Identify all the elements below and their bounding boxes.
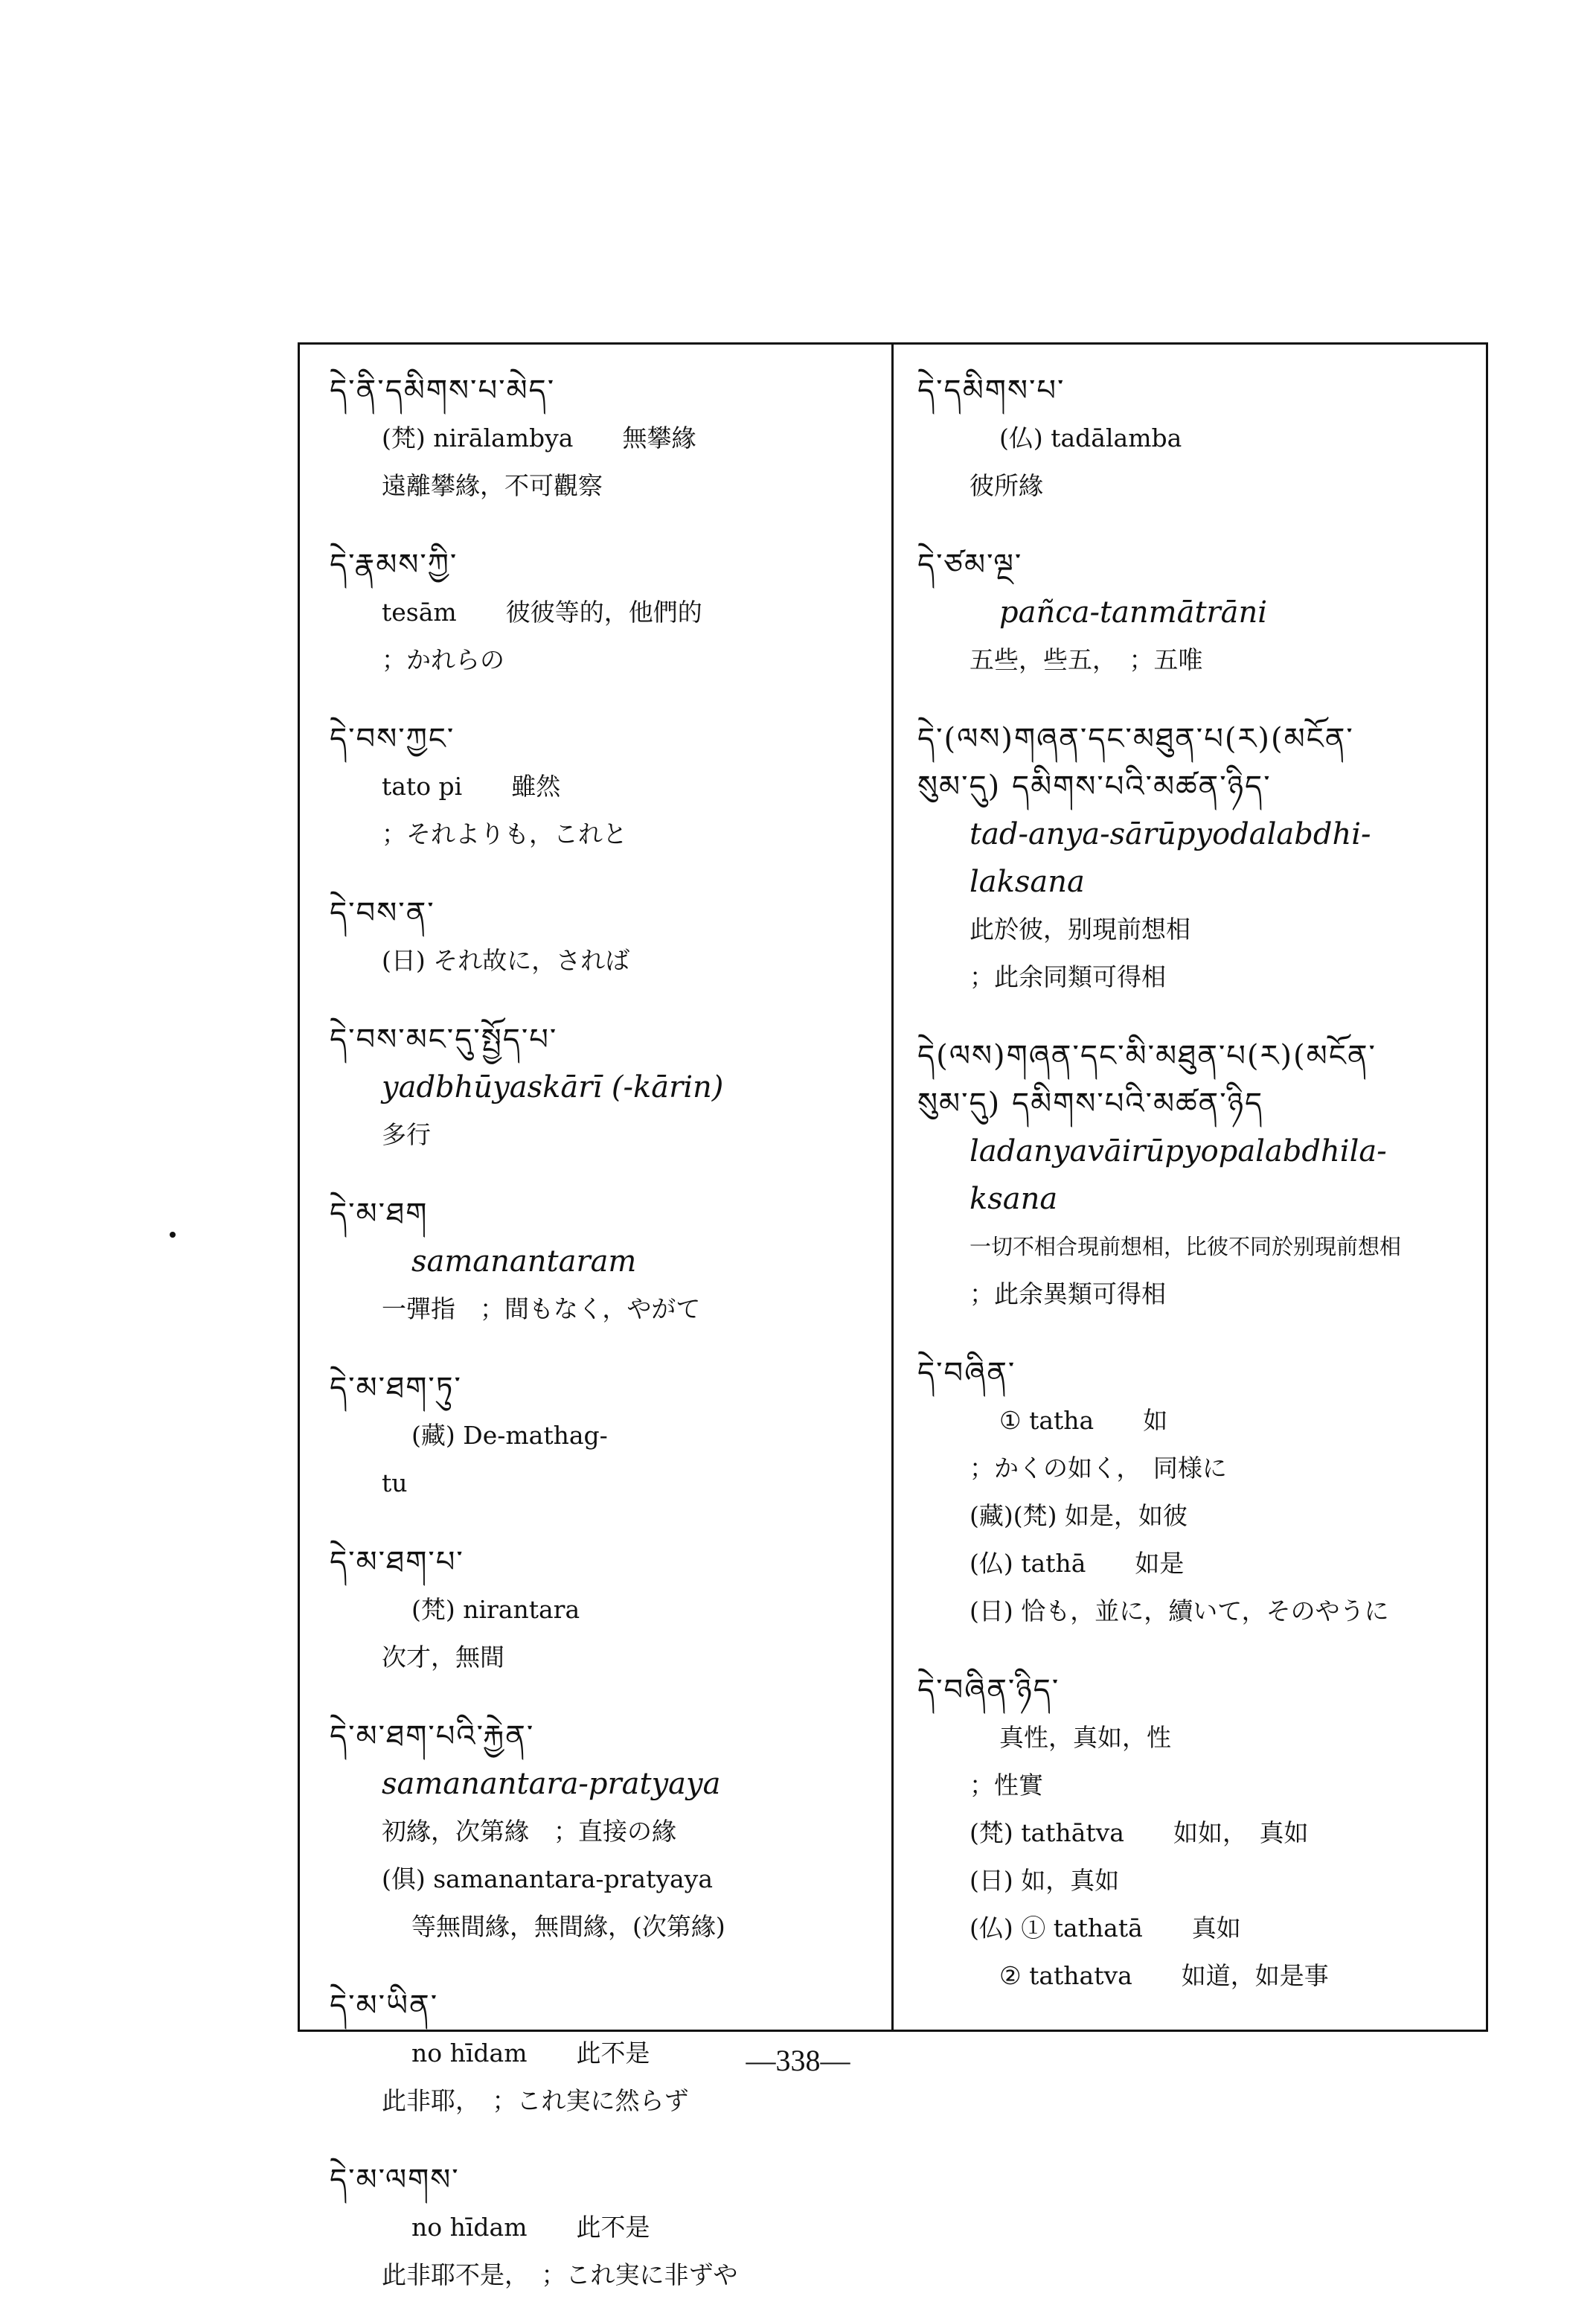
- entry-line: ；此余同類可得相: [970, 962, 1166, 991]
- entry-headword: དེ་དམིགས་པ་: [917, 374, 1065, 408]
- entry-line: 此非耶不是， ；これ実に非ずや: [382, 2260, 738, 2289]
- entry-line: 多行: [382, 1120, 431, 1149]
- entry-left-6: [330, 1190, 880, 1333]
- entry-line: (日) 如，真如: [970, 1866, 1120, 1895]
- entry-right-2: [917, 541, 1483, 684]
- entry-right-5: [917, 1349, 1483, 1635]
- entry-line: tato pi 雖然: [382, 772, 561, 801]
- entry-line: (梵) tathātva 如如， 真如: [970, 1818, 1309, 1847]
- entry-line: (仏) tathā 如是: [970, 1549, 1185, 1578]
- entry-headword: དེ་བས་ན་: [330, 896, 435, 930]
- entry-line: 遠離攀緣，不可觀察: [382, 471, 603, 500]
- entry-headword: དེ་ནི་དམིགས་པ་མེད་: [330, 374, 556, 408]
- entry-line: 一彈指 ；間もなく，やがて: [382, 1294, 701, 1323]
- entry-line: yadbhūyaskārī (-kārin): [382, 1070, 724, 1104]
- entry-headword: དེ་མ་ཐག་ཏུ་: [330, 1371, 462, 1405]
- entry-right-6: [917, 1666, 1483, 2000]
- entry-left-8: [330, 1538, 880, 1681]
- entry-left-9: [330, 1713, 880, 1951]
- entry-left-4: [330, 889, 880, 985]
- entry-left-7: [330, 1364, 880, 1507]
- entry-line: ladanyavāirūpyopalabdhila-: [970, 1134, 1387, 1168]
- entry-headword: དེ་བཞིན་: [917, 1356, 1016, 1390]
- entry-line: (藏) De-mathag-: [411, 1421, 608, 1450]
- entry-line: 此非耶， ；これ実に然らず: [382, 2086, 689, 2115]
- entry-line: tesām 彼彼等的，他們的: [382, 598, 702, 627]
- entry-left-3: [330, 715, 880, 858]
- entry-line: no hīdam 此不是: [411, 2213, 650, 2242]
- entry-headword: དེ་བས་ཀྱང་: [330, 722, 455, 756]
- entry-line: (仏) ① tathatā 真如: [970, 1913, 1241, 1943]
- entry-right-4: [917, 1032, 1483, 1318]
- entry-left-5: [330, 1016, 880, 1159]
- entry-line: 五些，些五， ；五唯: [970, 645, 1203, 674]
- entry-line: (藏)(梵) 如是，如彼: [970, 1501, 1188, 1530]
- entry-line: (俱) samanantara-pratyaya: [382, 1864, 714, 1893]
- entry-line: 等無間緣，無間緣，(次第緣): [411, 1912, 725, 1941]
- entry-headword: དེ་རྣམས་ཀྱི་: [330, 548, 458, 582]
- stray-mark: [170, 1232, 176, 1238]
- entry-headword-cont: སུམ་དུ) དམིགས་པའི་མཚན་ཉིད: [917, 1087, 1264, 1121]
- column-divider: [891, 345, 894, 2030]
- entry-headword: དེ་མ་ལགས་: [330, 2163, 460, 2197]
- entry-line: ；此余異類可得相: [970, 1279, 1166, 1308]
- entry-line: tu: [382, 1468, 408, 1497]
- entry-right-3: [917, 715, 1483, 1001]
- entry-line: 彼所緣: [970, 471, 1043, 500]
- entry-line: (梵) nirantara: [411, 1595, 580, 1624]
- entry-line: laksana: [970, 865, 1085, 899]
- entry-line: samanantaram: [411, 1244, 637, 1279]
- entry-headword: དེ་ཙམ་ལྔ་: [917, 548, 1023, 582]
- entry-headword: དེ་བཞིན་ཉིད་: [917, 1673, 1060, 1707]
- entry-line: ；かくの如く， 同様に: [970, 1454, 1227, 1483]
- entry-line: (仏) tadālamba: [999, 423, 1182, 453]
- entry-headword-cont: སུམ་དུ) དམིགས་པའི་མཚན་ཉིད་: [917, 770, 1272, 804]
- entry-line: 次才，無間: [382, 1643, 504, 1672]
- entry-line: 此於彼，别現前想相: [970, 915, 1190, 944]
- entry-line: (梵) nirālambya 無攀緣: [382, 423, 696, 453]
- entry-right-1: [917, 367, 1483, 510]
- entry-line: samanantara-pratyaya: [382, 1767, 721, 1801]
- page-number: —338—: [746, 2044, 850, 2077]
- entry-line: ② tathatva 如道，如是事: [999, 1961, 1329, 1990]
- entry-headword: དེ(ལས)གཞན་དང་མི་མཐུན་པ(ར)(མངོན་: [917, 1039, 1377, 1073]
- entry-left-11: [330, 2156, 880, 2299]
- entry-line: ；かれらの: [382, 645, 504, 674]
- entry-line: ksana: [970, 1182, 1058, 1216]
- entry-line: pañca-tanmātrāni: [999, 595, 1268, 630]
- entry-headword: དེ་མ་ཐག་པ་: [330, 1545, 464, 1579]
- entry-left-1: [330, 367, 880, 510]
- entry-headword: དེ་མ་ཐག: [330, 1197, 429, 1231]
- entry-line: tad-anya-sārūpyodalabdhi-: [970, 817, 1371, 851]
- entry-headword: དེ་མ་ཐག་པའི་རྐྱེན་: [330, 1719, 535, 1753]
- entry-headword: དེ་(ལས)གཞན་དང་མཐུན་པ(ར)(མངོན་: [917, 722, 1354, 756]
- entry-line: (日) 恰も，並に，續いて，そのやうに: [970, 1596, 1389, 1625]
- entry-headword: དེ་མ་ཡིན་: [330, 1989, 439, 2023]
- entry-line: no hīdam 此不是: [411, 2039, 650, 2068]
- entry-line: 真性，真如，性: [999, 1723, 1171, 1752]
- entry-line: ；それよりも，これと: [382, 819, 627, 848]
- entry-line: ① tatha 如: [999, 1406, 1168, 1435]
- entry-left-2: [330, 541, 880, 684]
- right-column: [917, 367, 1483, 2015]
- entry-line: ；性實: [970, 1771, 1043, 1800]
- entry-line: 初緣，次第緣 ；直接の緣: [382, 1817, 676, 1846]
- entry-line: 一切不相合現前想相，比彼不同於别現前想相: [970, 1234, 1402, 1259]
- entry-headword: དེ་བས་མང་དུ་སྤྱོད་པ་: [330, 1023, 558, 1057]
- entry-line: (日) それ故に，されば: [382, 946, 630, 975]
